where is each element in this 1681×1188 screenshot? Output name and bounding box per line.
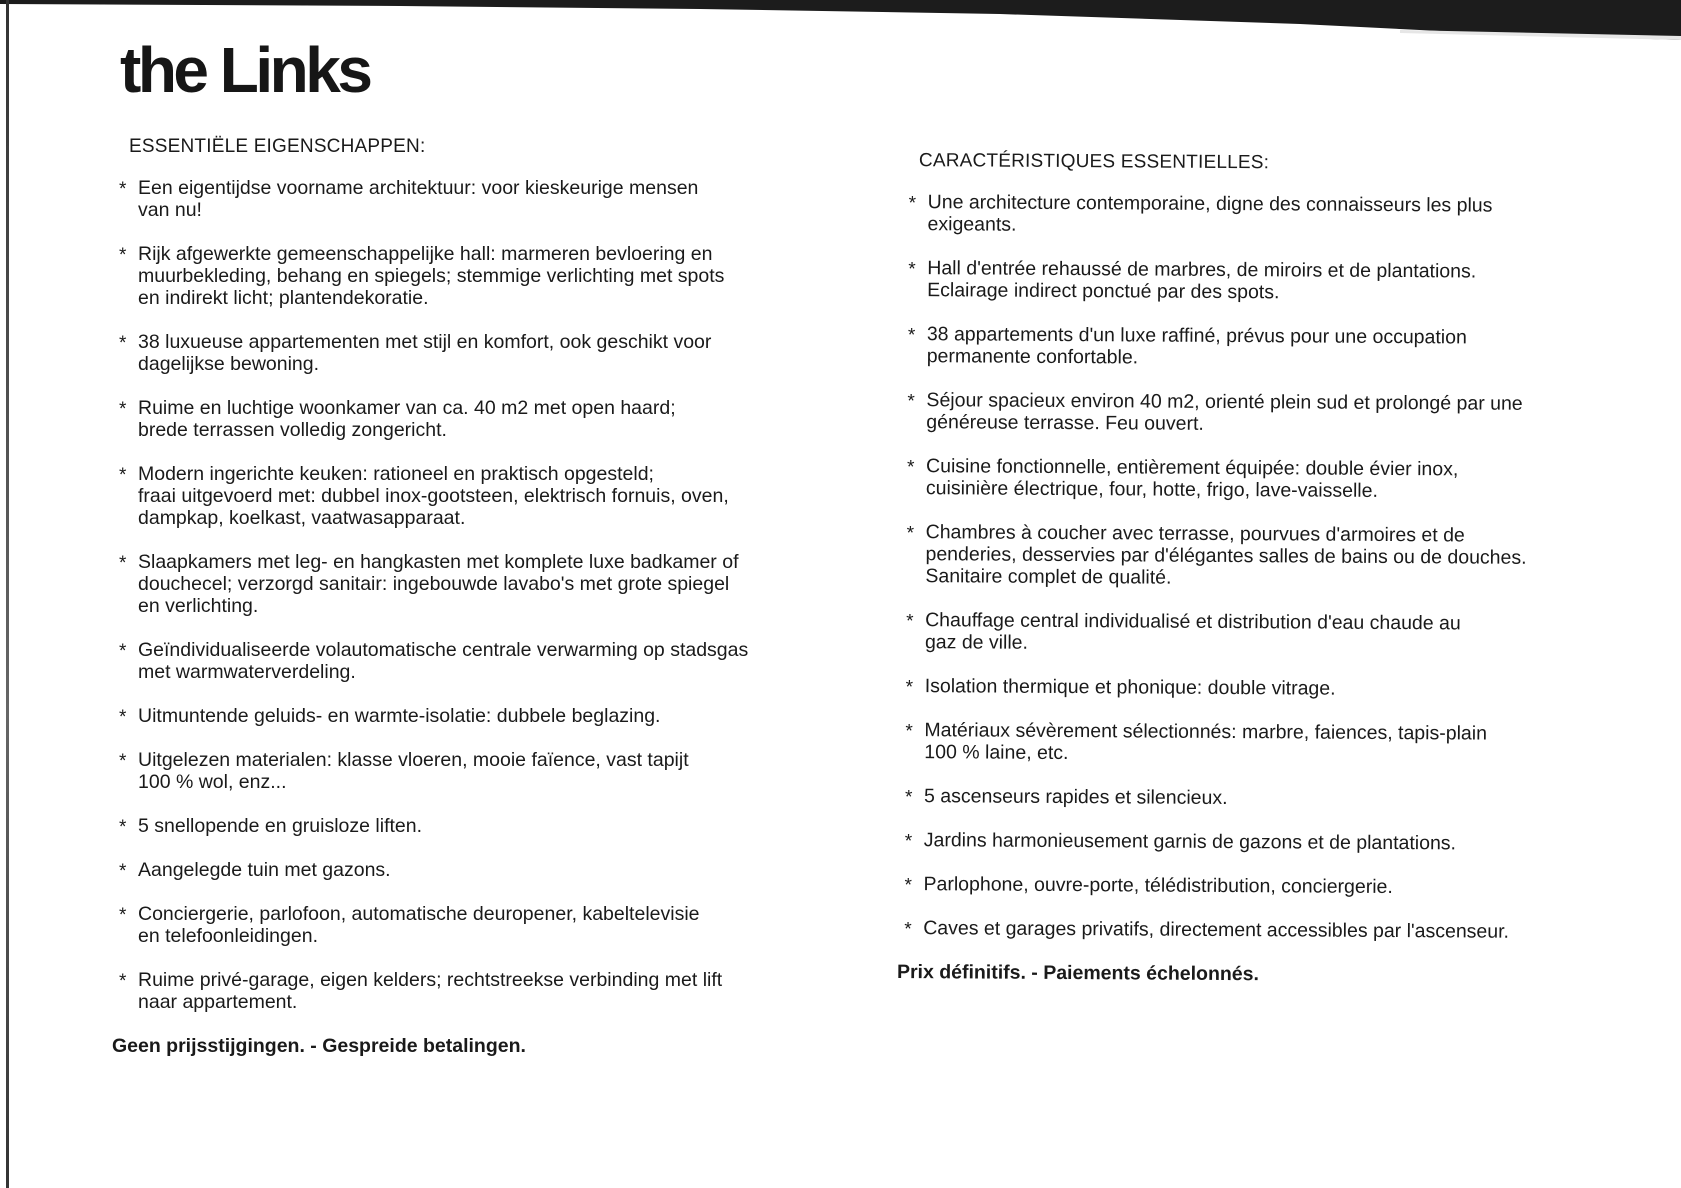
asterisk-bullet: * xyxy=(906,457,915,479)
list-item xyxy=(112,903,778,947)
list-item xyxy=(901,257,1617,305)
list-item xyxy=(897,873,1613,899)
feature-text: Chauffage central individualisé et distribution d'eau chaude au gaz de ville. xyxy=(924,609,1461,654)
feature-text: Une architecture contemporaine, digne des connaisseurs les plus exigeants. xyxy=(927,191,1493,236)
feature-text: 38 appartements d'un luxe raffiné, prévus pour une occupation permanente confortable. xyxy=(926,323,1467,369)
list-item xyxy=(897,917,1613,943)
feature-text: Isolation thermique et phonique: double vitrage. xyxy=(924,675,1336,700)
list-item xyxy=(112,463,778,529)
list-item xyxy=(899,675,1615,701)
feature-text: Ruime en luchtige woonkamer van ca. 40 m2 met open haard; brede terrassen volledig zongericht. xyxy=(138,397,676,441)
feature-text: Hall d'entrée rehaussé de marbres, de miroirs et de plantations. Eclairage indirect ponctué par des spots. xyxy=(927,257,1477,304)
asterisk-bullet: * xyxy=(119,751,127,772)
feature-text: Jardins harmonieusement garnis de gazons et de plantations. xyxy=(923,829,1457,855)
list-item xyxy=(112,551,778,617)
feature-text: Slaapkamers met leg- en hangkasten met komplete luxe badkamer of douchecel; verzorgd sanitair: ingebouwde lavabo's met grote spiegel en verlichting. xyxy=(138,551,739,617)
asterisk-bullet: * xyxy=(904,919,912,941)
feature-text: Séjour spacieux environ 40 m2, orienté plein sud et prolongé par une généreuse terrasse. Feu ouvert. xyxy=(926,389,1523,435)
feature-text: Een eigentijdse voorname architektuur: voor kieskeurige mensen van nu! xyxy=(138,177,699,221)
feature-text: 5 snellopende en gruisloze liften. xyxy=(138,815,423,837)
french-column xyxy=(897,150,1602,987)
scan-left-edge xyxy=(6,0,9,1188)
asterisk-bullet: * xyxy=(906,611,914,633)
list-item xyxy=(112,177,778,221)
list-item xyxy=(112,859,778,881)
list-item xyxy=(112,815,778,837)
asterisk-bullet: * xyxy=(904,831,913,853)
feature-text: 38 luxueuse appartementen met stijl en komfort, ook geschikt voor dagelijkse bewoning. xyxy=(138,331,712,375)
feature-text: 5 ascenseurs rapides et silencieux. xyxy=(923,785,1228,810)
feature-text: Chambres à coucher avec terrasse, pourvues d'armoires et de penderies, desservies par d'élégantes salles de bains ou de douches. Sanitaire complet de qualité. xyxy=(925,521,1527,589)
feature-text: Geïndividualiseerde volautomatische centrale verwarming op stadsgas met warmwaterverdeling. xyxy=(138,639,749,683)
list-item xyxy=(900,455,1616,503)
french-closing-statement: Prix définitifs. - Paiements échelonnés. xyxy=(896,960,1259,986)
list-item xyxy=(112,705,778,727)
asterisk-bullet: * xyxy=(119,179,127,200)
feature-text: Parlophone, ouvre-porte, télédistribution, conciergerie. xyxy=(923,873,1393,899)
asterisk-bullet: * xyxy=(119,905,127,926)
dutch-closing-statement: Geen prijsstijgingen. - Gespreide betalingen. xyxy=(112,1035,526,1057)
feature-text: Caves et garages privatifs, directement accessibles par l'ascenseur. xyxy=(923,917,1510,943)
asterisk-bullet: * xyxy=(905,721,913,743)
feature-text: Modern ingerichte keuken: rationeel en praktisch opgesteld; fraai uitgevoerd met: dubbel inox-gootsteen, elektrisch fornuis, oven, dampkap, koelkast, vaatwasapparaat. xyxy=(138,463,729,529)
page-title: the Links xyxy=(120,34,370,106)
list-item xyxy=(900,389,1616,437)
feature-text: Matériaux sévèrement sélectionnés: marbre, faiences, tapis-plain 100 % laine, etc. xyxy=(924,719,1488,765)
list-item xyxy=(112,331,778,375)
list-item xyxy=(112,969,778,1013)
list-item xyxy=(112,397,778,441)
asterisk-bullet: * xyxy=(119,399,127,420)
asterisk-bullet: * xyxy=(119,971,127,992)
feature-text: Rijk afgewerkte gemeenschappelijke hall: marmeren bevloering en muurbekleding, behang en spiegels; stemmige verlichting met spots en indirekt licht; plantendekoratie. xyxy=(138,243,725,309)
list-item xyxy=(899,609,1615,657)
asterisk-bullet: * xyxy=(119,861,127,882)
feature-text: Uitmuntende geluids- en warmte-isolatie: dubbele beglazing. xyxy=(138,705,661,727)
feature-text: Cuisine fonctionnelle, entièrement équipée: double évier inox, cuisinière électrique, four, hotte, frigo, lave-vaisselle. xyxy=(925,455,1459,502)
list-item xyxy=(901,323,1617,371)
asterisk-bullet: * xyxy=(119,641,127,662)
asterisk-bullet: * xyxy=(119,465,127,486)
dutch-column xyxy=(112,136,812,1057)
list-item xyxy=(112,749,778,793)
asterisk-bullet: * xyxy=(904,787,913,809)
asterisk-bullet: * xyxy=(119,333,127,354)
feature-text: Uitgelezen materialen: klasse vloeren, mooie faïence, vast tapijt 100 % wol, enz... xyxy=(138,749,689,793)
asterisk-bullet: * xyxy=(119,817,127,838)
asterisk-bullet: * xyxy=(119,245,127,266)
asterisk-bullet: * xyxy=(908,259,916,281)
feature-text: Ruime privé-garage, eigen kelders; rechtstreekse verbinding met lift naar appartement. xyxy=(138,969,723,1013)
asterisk-bullet: * xyxy=(907,325,916,347)
asterisk-bullet: * xyxy=(907,391,915,413)
french-feature-list xyxy=(897,191,1602,943)
asterisk-bullet: * xyxy=(908,193,917,215)
asterisk-bullet: * xyxy=(904,875,912,897)
dutch-feature-list xyxy=(112,177,812,1013)
list-item xyxy=(899,521,1615,591)
french-heading: CARACTÉRISTIQUES ESSENTIELLES: xyxy=(918,150,1270,174)
list-item xyxy=(112,243,778,309)
asterisk-bullet: * xyxy=(119,707,127,728)
asterisk-bullet: * xyxy=(905,677,914,699)
list-item xyxy=(898,829,1614,855)
list-item xyxy=(898,785,1614,811)
asterisk-bullet: * xyxy=(906,523,915,545)
feature-text: Aangelegde tuin met gazons. xyxy=(138,859,391,881)
feature-text: Conciergerie, parlofoon, automatische deuropener, kabeltelevisie en telefoonleidingen. xyxy=(138,903,700,947)
list-item xyxy=(112,639,778,683)
asterisk-bullet: * xyxy=(119,553,127,574)
list-item xyxy=(898,719,1614,767)
dutch-heading: ESSENTIËLE EIGENSCHAPPEN: xyxy=(129,136,426,157)
list-item xyxy=(901,191,1617,239)
